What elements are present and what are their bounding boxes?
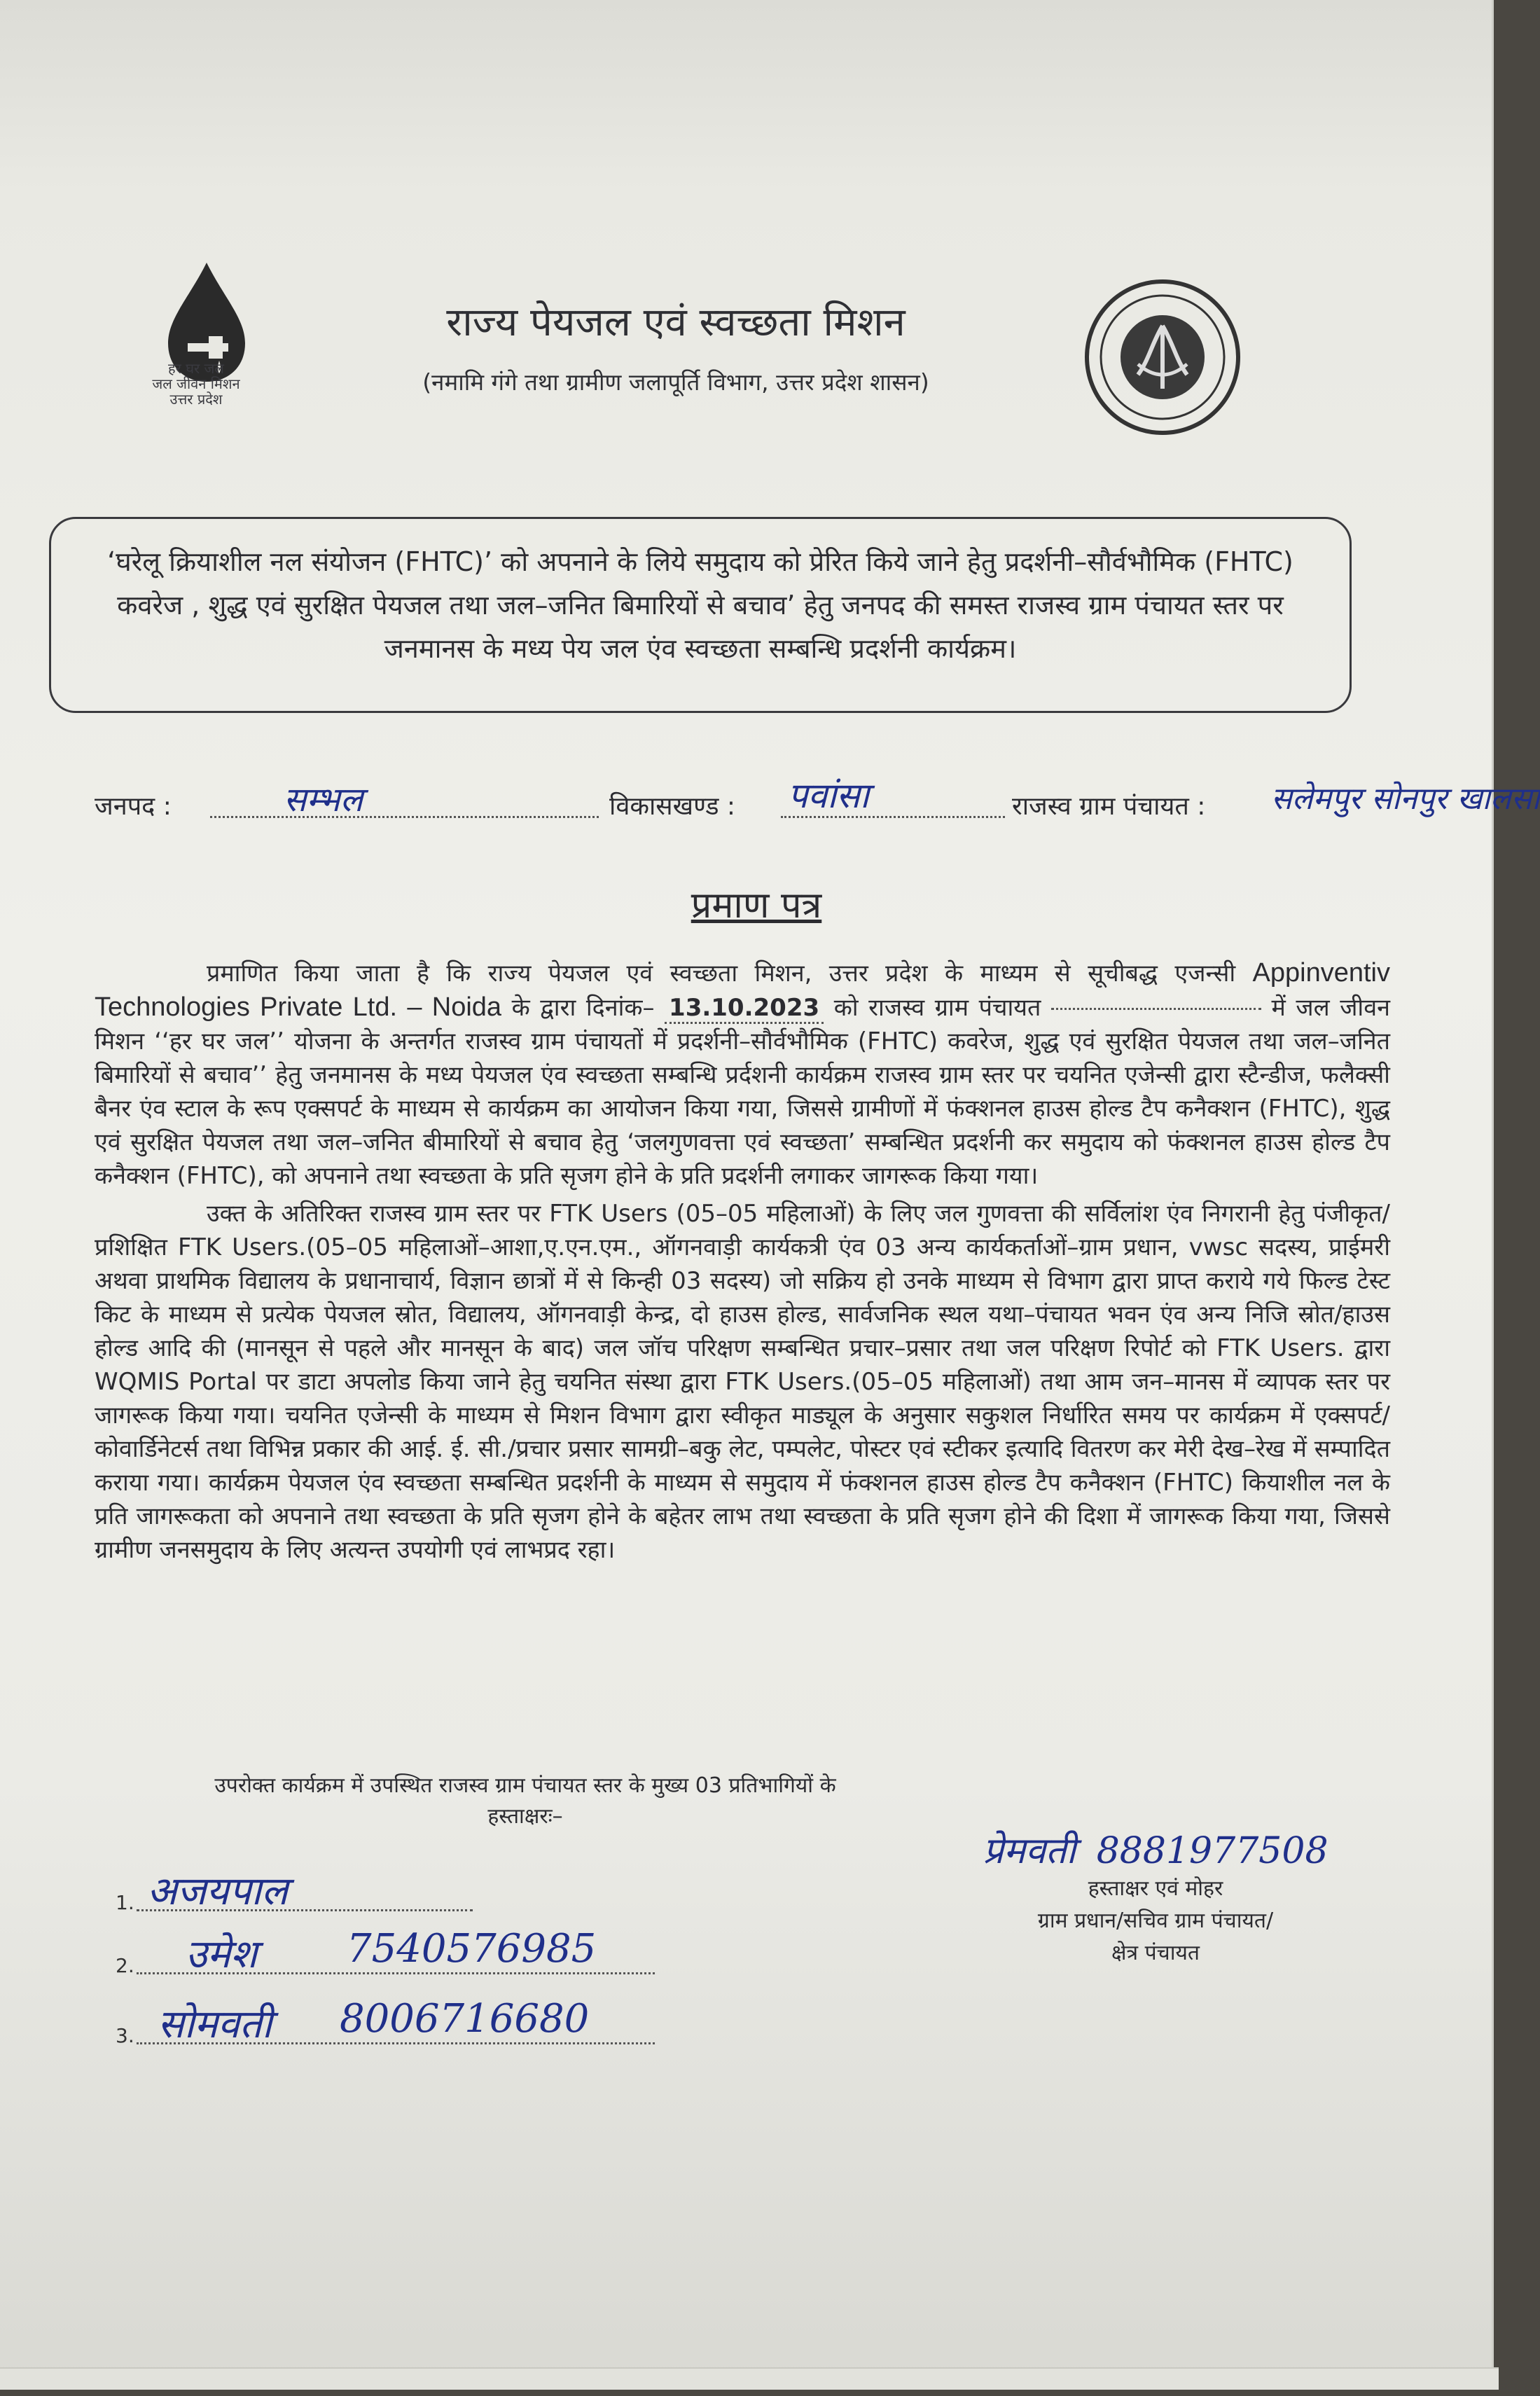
pradhan-signature-block bbox=[952, 1830, 1359, 1969]
block-label: विकासखण्ड : bbox=[609, 792, 736, 821]
pradhan-designation: ग्राम प्रधान/सचिव ग्राम पंचायत/ bbox=[1037, 1909, 1274, 1933]
participant-1-name: अजयपाल bbox=[147, 1869, 289, 1914]
block-value: पवांसा bbox=[788, 775, 869, 816]
participant-3-phone: 8006716680 bbox=[340, 1996, 590, 2042]
certificate-title: प्रमाण पत्र bbox=[691, 885, 822, 927]
panchayat-label: राजस्व ग्राम पंचायत : bbox=[1012, 792, 1206, 821]
p1-date-label: के द्वारा दिनांक– bbox=[511, 994, 655, 1022]
page-subtitle: (नमामि गंगे तथा ग्रामीण जलापूर्ति विभाग, उत्तर प्रदेश शासन) bbox=[422, 368, 929, 396]
up-state-emblem-icon bbox=[1082, 277, 1243, 438]
participant-3-name: सोमवती bbox=[158, 2002, 272, 2047]
certificate-paragraph-2: उक्त के अतिरिक्त राजस्व ग्राम स्तर पर FTK Users (05–05 महिलाओं) के लिए जल गुणवत्ता की सर्विलांश एंव निगरानी हेतु पंजीकृत/प्रशिक्षित FTK Users.(05–05 महिलाओं–आशा,ए.एन.एम., ऑगनवाड़ी कार्यकत्री एंव 03 अन्य कार्यकर्ताओं–ग्राम प्रधान, vwsc सदस्य, प्राईमरी अथवा प्राथमिक विद्यालय के प्रधानाचार्य, विज्ञान छात्रों में से किन्ही 03 सदस्य) जो सक्रिय हो उनके माध्यम से विभाग द्वारा प्राप्त कराये गये फिल्ड टेस्ट किट के माध्यम से प्रत्येक पेयजल स्रोत, विद्यालय, ऑगनवाड़ी केन्द्र, दो हाउस होल्ड, सार्वजनिक स्थल यथा–पंचायत भवन एंव अन्य निजि स्रोत/हाउस होल्ड आदि की (मानसून से पहले और मानसून के बाद) जल जॉच परिक्षण सम्बन्धित प्रचार–प्रसार तथा जल परिक्षण रिपोर्ट को FTK Users. द्वारा WQMIS Portal पर डाटा अपलोड किया जाने हेतु चयनित संस्था द्वारा FTK Users.(05–05 महिलाओं) तथा आम जन–मानस में व्यापक स्तर पर जागरूक किया गया। चयनित एजेन्सी के माध्यम से मिशन विभाग द्वारा स्वीकृत माड्यूल के अनुसार सकुशल निर्धारित समय पर कार्यक्रम में एक्सपर्ट/कोवार्डिनेटर्स तथा विभिन्न प्रकार की आई. ई. सी./प्रचार प्रसार सामग्री–बकु लेट, पम्पलेट, पोस्टर एवं स्टीकर इत्यादि वितरण कर मेरी देख–रेख में सम्पादित कराया गया। कार्यक्रम पेयजल एंव स्वच्छता सम्बन्धित प्रदर्शनी के माध्यम से समुदाय में फंक्शनल हाउस होल्ड टैप कनैक्शन (FHTC) कियाशील नल के प्रति जागरूकता को अपनाने तथा स्वच्छता के प्रति सृजग होने के बहेतर लाभ तथा स्वच्छता के प्रति सृजग होने की दिशा में जागरूक किया गया, जिससे ग्रामीण जनसमुदाय के लिए अत्यन्त उपयोगी एवं लाभप्रद रहा। bbox=[95, 1200, 1390, 1564]
page-title: राज्य पेयजल एवं स्वच्छता मिशन bbox=[446, 300, 906, 345]
agency-name: Appinventiv Technologies Private Ltd. – Noida bbox=[95, 958, 1390, 1022]
participant-signature-3: 3. सोमवती 8006716680 bbox=[116, 1996, 662, 2052]
paper-stack-edge bbox=[0, 2367, 1499, 2390]
program-topic-box: ‘घरेलू क्रियाशील नल संयोजन (FHTC)’ को अपनाने के लिये समुदाय को प्रेरित किये जाने हेतु प्रदर्शनी–सौर्वभौमिक (FHTC) कवरेज , शुद्ध एवं सुरक्षित पेयजल तथा जल–जनित बिमारियों से बचाव’ हेतु जनपद की समस्त राजस्व ग्राम पंचायत स्तर पर जनमानस के मध्य पेय जल एंव स्वच्छता सम्बन्धि प्रदर्शनी कार्यक्रम। bbox=[49, 517, 1352, 713]
district-fill-line bbox=[210, 816, 599, 818]
signature-intro: उपरोक्त कार्यक्रम में उपस्थित राजस्व ग्राम पंचायत स्तर के मुख्य 03 प्रतिभागियों के हस्ताक्षरः– bbox=[214, 1773, 836, 1829]
sign-and-seal-label: हस्ताक्षर एवं मोहर bbox=[1088, 1876, 1223, 1901]
p1-panchayat-label: को राजस्व ग्राम पंचायत bbox=[833, 994, 1041, 1022]
panchayat-blank-line bbox=[1051, 1008, 1261, 1010]
pradhan-designation-2: क्षेत्र पंचायत bbox=[1111, 1941, 1200, 1965]
certificate-paragraph-1 bbox=[95, 956, 1390, 1193]
logo-caption: हर घर जल जल जीवन मिशन उत्तर प्रदेश bbox=[152, 360, 240, 408]
certificate-body bbox=[95, 956, 1390, 1567]
pradhan-phone: 8881977508 bbox=[1096, 1830, 1329, 1872]
p1-body: में जल जीवन मिशन ‘‘हर घर जल’’ योजना के अन्तर्गत राजस्व ग्राम पंचायतों में प्रदर्शनी–सौर्वभौमिक (FHTC) कवरेज, शुद्ध एवं सुरक्षित पेयजल तथा जल–जनित बिमारियों से बचाव’’ हेतु जनमानस के मध्य पेयजल एंव स्वच्छता सम्बन्धि प्रर्दशनी कार्यक्रम राजस्व ग्राम स्तर पर चयनित एजेन्सी द्वारा स्टैन्डीज, फलैक्सी बैनर एंव स्टाल के रूप एक्सपर्ट के माध्यम से कार्यक्रम का आयोजन किया गया, जिससे ग्रामीणों में फंक्शनल हाउस होल्ड टैप कनैक्शन (FHTC), शुद्ध एवं सुरक्षित पेयजल तथा जल–जनित बीमारियों से बचाव हेतु ‘जलगुणवत्ता एवं स्वच्छता’ सम्बन्धित प्रदर्शनी कर समुदाय को फंक्शनल हाउस होल्ड टैप कनैक्शन (FHTC), को अपनाने तथा स्वच्छता के प्रति सृजग होने के प्रति प्रदर्शनी लगाकर जागरूक किया गया। bbox=[95, 994, 1391, 1190]
district-label: जनपद : bbox=[95, 792, 172, 821]
participant-signature-2: 2. उमेश 7540576985 bbox=[116, 1926, 662, 1982]
pradhan-signature: प्रेमवती bbox=[983, 1830, 1076, 1872]
p1-intro: प्रमाणित किया जाता है कि राज्य पेयजल एवं स्वच्छता मिशन, उत्तर प्रदेश के माध्यम से सूचीबद्ध एजन्सी bbox=[207, 960, 1236, 988]
participant-2-phone: 7540576985 bbox=[347, 1926, 597, 1972]
panchayat-value: सलेमपुर सोनपुर खालसा bbox=[1271, 781, 1540, 817]
location-fields bbox=[95, 775, 1540, 826]
program-date: 13.10.2023 bbox=[665, 994, 824, 1024]
participant-2-name: उमेश bbox=[186, 1932, 258, 1977]
participant-signature-1: 1. अजयपाल bbox=[116, 1863, 480, 1919]
district-value: सम्भल bbox=[284, 780, 363, 819]
